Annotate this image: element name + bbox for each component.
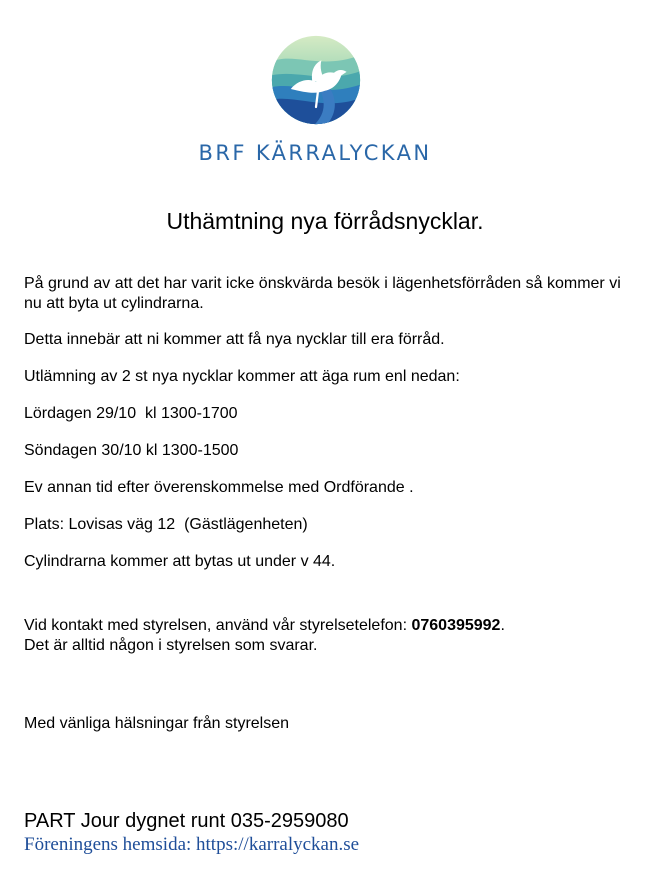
part-jour-line: PART Jour dygnet runt 035-2959080: [24, 810, 349, 832]
date-sunday: Söndagen 30/10 kl 1300-1500: [24, 442, 239, 459]
info-paragraph: Detta innebär att ni kommer att få nya nycklar till era förråd.: [24, 331, 445, 348]
page-title: Uthämtning nya förrådsnycklar.: [166, 208, 484, 234]
handout-paragraph: Utlämning av 2 st nya nycklar kommer att äga rum enl nedan:: [24, 368, 460, 385]
greeting: Med vänliga hälsningar från styrelsen: [24, 715, 290, 732]
contact-phone[interactable]: 0760395992: [411, 617, 501, 634]
contact-prefix: Vid kontakt med styrelsen, använd vår styrelsetelefon:: [24, 617, 412, 634]
website-line[interactable]: Föreningens hemsida: https://karralyckan.se: [24, 834, 360, 855]
place: Plats: Lovisas väg 12 (Gästlägenheten): [24, 516, 308, 533]
week-info: Cylindrarna kommer att bytas ut under v 44.: [24, 553, 336, 570]
bird-over-waves-logo-icon: [271, 34, 361, 126]
other-time: Ev annan tid efter överenskommelse med Ordförande .: [24, 479, 414, 496]
notice-body: [24, 274, 634, 734]
date-saturday: Lördagen 29/10 kl 1300-1700: [24, 405, 238, 422]
contact-note: Det är alltid någon i styrelsen som svarar.: [24, 637, 318, 654]
footer: [24, 809, 634, 857]
contact-paragraph: [24, 616, 634, 636]
contact-suffix: .: [500, 617, 505, 634]
brand-name: BRF KÄRRALYCKAN: [198, 141, 432, 165]
intro-paragraph: På grund av att det har varit icke önskvärda besök i lägenhetsförråden så kommer vi nu att byta ut cylindrarna.: [24, 275, 621, 312]
